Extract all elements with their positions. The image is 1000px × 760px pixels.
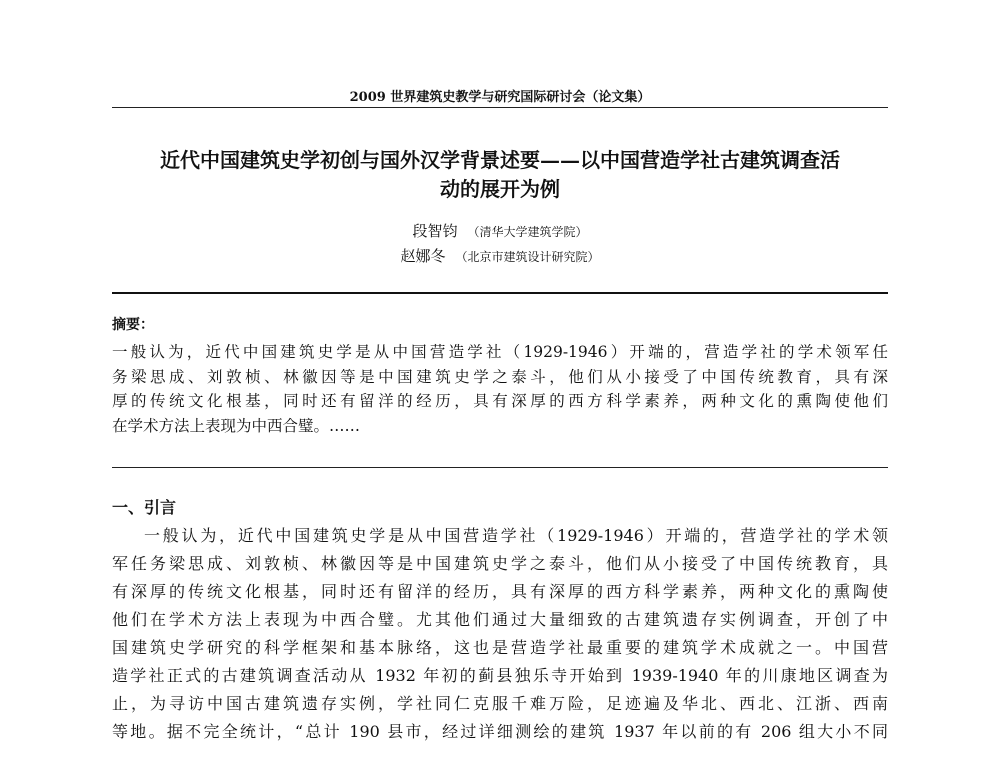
- header-rule: [112, 107, 888, 108]
- paper-title: [112, 146, 888, 204]
- body-line: 止，为寻访中国古建筑遗存实例，学社同仁克服千难万险，足迹遍及华北、西北、江浙、西南: [112, 694, 888, 713]
- abstract-label: 摘要：: [112, 317, 154, 333]
- body-line: 国建筑史学研究的科学框架和基本脉络，这也是营造学社最重要的建筑学术成就之一。中国营: [112, 638, 888, 657]
- section-heading: 一、引言: [112, 498, 177, 517]
- abstract-line: 在学术方法上表现为中西合璧。……: [112, 416, 361, 435]
- author-affiliation: （北京市建筑设计研究院）: [455, 250, 600, 264]
- author-name: 段智钧: [412, 222, 458, 240]
- body-line: 等地。据不完全统计，“总计 190 县市，经过详细测绘的建筑 1937 年以前的有 206 组大小不同: [112, 722, 888, 741]
- body-line: 军任务梁思成、刘敦桢、林徽因等是中国建筑史学之泰斗，他们从小接受了中国传统教育，具: [112, 554, 888, 573]
- title-line: 动的展开为例: [440, 177, 560, 201]
- abstract-text: [112, 340, 888, 438]
- divider: [112, 292, 888, 294]
- body-line: 一般认为，近代中国建筑史学是从中国营造学社（1929-1946）开端的，营造学社的学术领: [144, 526, 888, 545]
- abstract-line: 一般认为，近代中国建筑史学是从中国营造学社（1929-1946）开端的，营造学社的学术领军任: [112, 343, 888, 361]
- body-line: 他们在学术方法上表现为中西合璧。尤其他们通过大量细致的古建筑遗存实例调查，开创了中: [112, 610, 888, 629]
- title-line: 近代中国建筑史学初创与国外汉学背景述要——以中国营造学社古建筑调查活: [160, 148, 840, 172]
- section-body: [112, 522, 888, 746]
- author-affiliation: （清华大学建筑学院）: [467, 225, 588, 239]
- divider: [112, 467, 888, 468]
- abstract-line: 务梁思成、刘敦桢、林徽因等是中国建筑史学之泰斗，他们从小接受了中国传统教育，具有深: [112, 367, 888, 386]
- author-name: 赵娜冬: [400, 247, 446, 265]
- author: [0, 220, 1000, 241]
- body-line: 造学社正式的古建筑调查活动从 1932 年初的蓟县独乐寺开始到 1939-1940 年的川康地区调查为: [112, 666, 888, 685]
- running-header: 2009 世界建筑史教学与研究国际研讨会（论文集）: [349, 90, 651, 105]
- abstract-line: 厚的传统文化根基，同时还有留洋的经历，具有深厚的西方科学素养，两种文化的熏陶使他们: [112, 392, 888, 410]
- author: [0, 245, 1000, 266]
- body-line: 有深厚的传统文化根基，同时还有留洋的经历，具有深厚的西方科学素养，两种文化的熏陶使: [112, 582, 888, 601]
